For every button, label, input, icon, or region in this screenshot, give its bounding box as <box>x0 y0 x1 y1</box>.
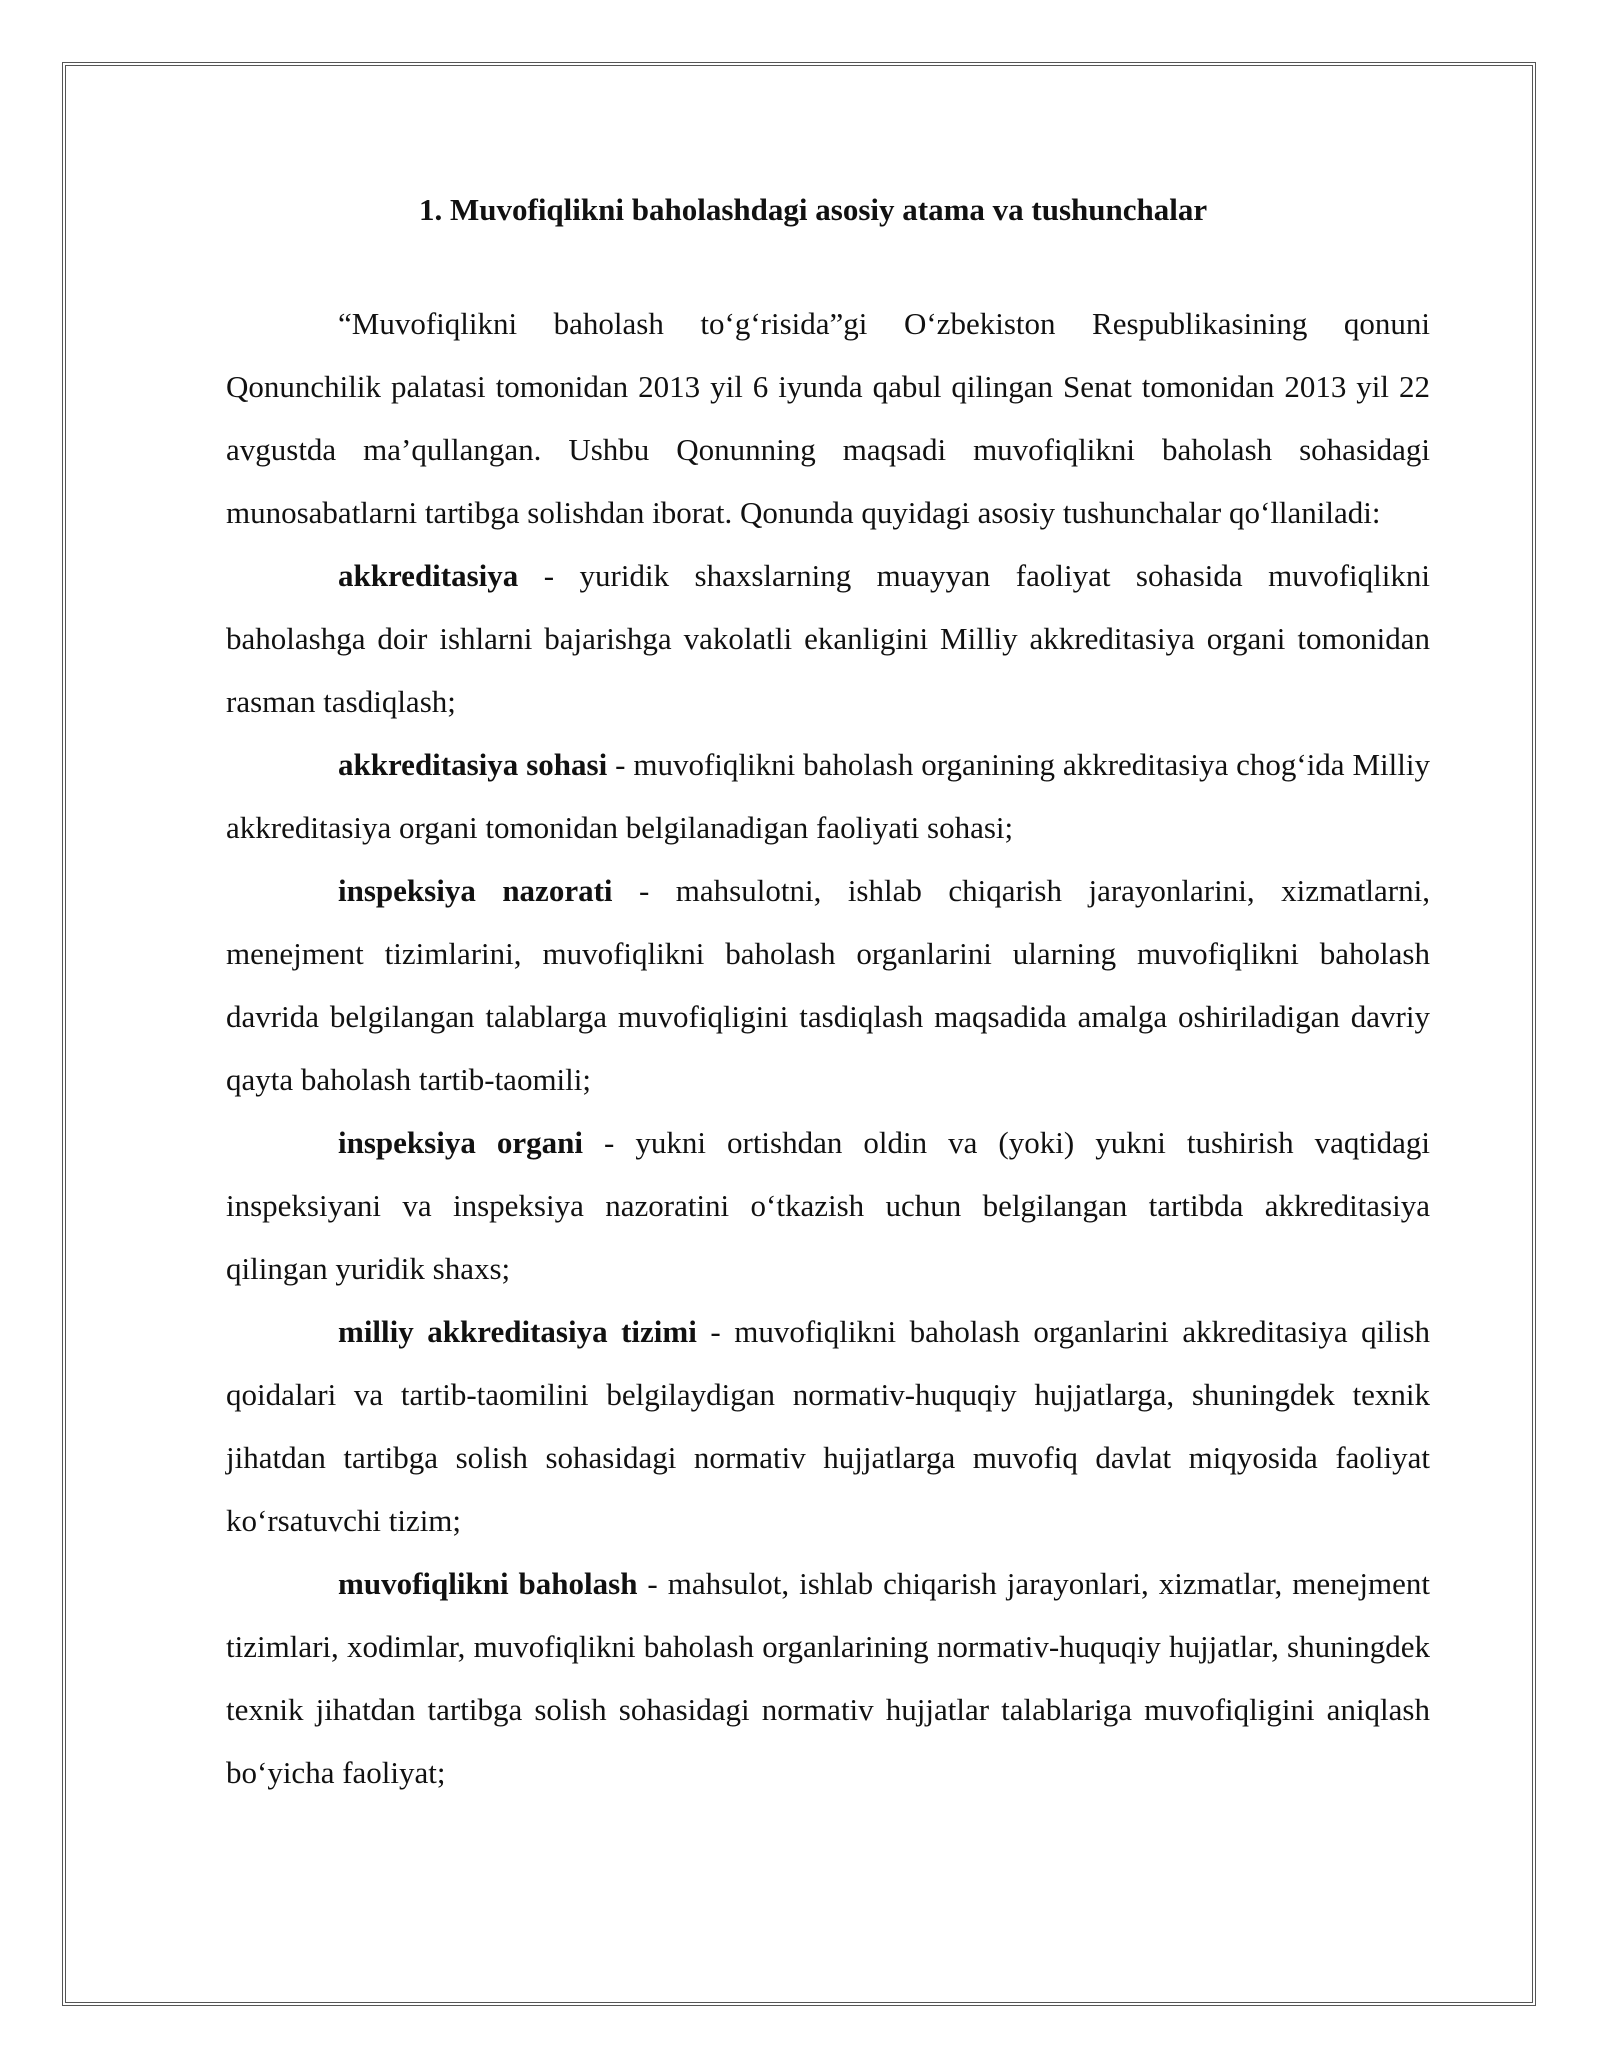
definition-paragraph <box>226 1552 1430 1804</box>
definition-paragraph <box>226 544 1430 733</box>
definition-text: - mahsulotni, ishlab chiqarish jarayonlarini, xizmatlarni, menejment tizimlarini, muvofiqlikni baholash organlarini ularning muvofiqlikni baholash davrida belgilangan talablarga muvofiqligini tasdiqlash maqsadida amalga oshiriladigan davriy qayta baholash tartib-taomili; <box>226 873 1430 1097</box>
definition-paragraph <box>226 1111 1430 1300</box>
definition-term: muvofiqlikni baholash <box>338 1566 638 1601</box>
definition-term: akkreditasiya <box>338 558 519 593</box>
definition-paragraph <box>226 733 1430 859</box>
document-title: 1. Muvofiqlikni baholashdagi asosiy atama va tushunchalar <box>419 192 1208 227</box>
definition-term: inspeksiya organi <box>338 1125 583 1160</box>
definition-term: inspeksiya nazorati <box>338 873 613 908</box>
definition-term: milliy akkreditasiya tizimi <box>338 1314 697 1349</box>
definition-text: - muvofiqlikni baholash organlarini akkreditasiya qilish qoidalari va tartib-taomilini belgilaydigan normativ-huquqiy hujjatlarga, shuningdek texnik jihatdan tartibga solish sohasidagi normativ hujjatlarga muvofiq davlat miqyosida faoliyat ko‘rsatuvchi tizim; <box>226 1314 1431 1538</box>
definition-paragraph <box>226 1300 1430 1552</box>
definition-paragraph <box>226 859 1430 1111</box>
definition-text: - yuridik shaxslarning muayyan faoliyat sohasida muvofiqlikni baholashga doir ishlarni bajarishga vakolatli ekanligini Milliy akkreditasiya organi tomonidan rasman tasdiqlash; <box>226 558 1430 719</box>
definition-term: akkreditasiya sohasi <box>338 747 608 782</box>
definition-text: - yukni ortishdan oldin va (yoki) yukni tushirish vaqtidagi inspeksiyani va inspeksiya nazoratini o‘tkazish uchun belgilangan tartibda akkreditasiya qilingan yuridik shaxs; <box>226 1125 1431 1286</box>
definition-text: - muvofiqlikni baholash organining akkreditasiya chog‘ida Milliy akkreditasiya organi tomonidan belgilanadigan faoliyati sohasi; <box>226 747 1431 845</box>
intro-paragraph: “Muvofiqlikni baholash to‘g‘risida”gi O‘zbekiston Respublikasining qonuni Qonunchilik palatasi tomonidan 2013 yil 6 iyunda qabul qilingan Senat tomonidan 2013 yil 22 avgustda ma’qullangan. Ushbu Qonunning maqsadi muvofiqlikni baholash sohasidagi munosabatlarni tartibga solishdan iborat. Qonunda quyidagi asosiy tushunchalar qo‘llaniladi: <box>226 306 1430 530</box>
definition-text: - mahsulot, ishlab chiqarish jarayonlari, xizmatlar, menejment tizimlari, xodimlar, muvofiqlikni baholash organlarining normativ-huquqiy hujjatlar, shuningdek texnik jihatdan tartibga solish sohasidagi normativ hujjatlar talablariga muvofiqligini aniqlash bo‘yicha faoliyat; <box>226 1566 1430 1790</box>
document-body <box>226 188 1430 1804</box>
